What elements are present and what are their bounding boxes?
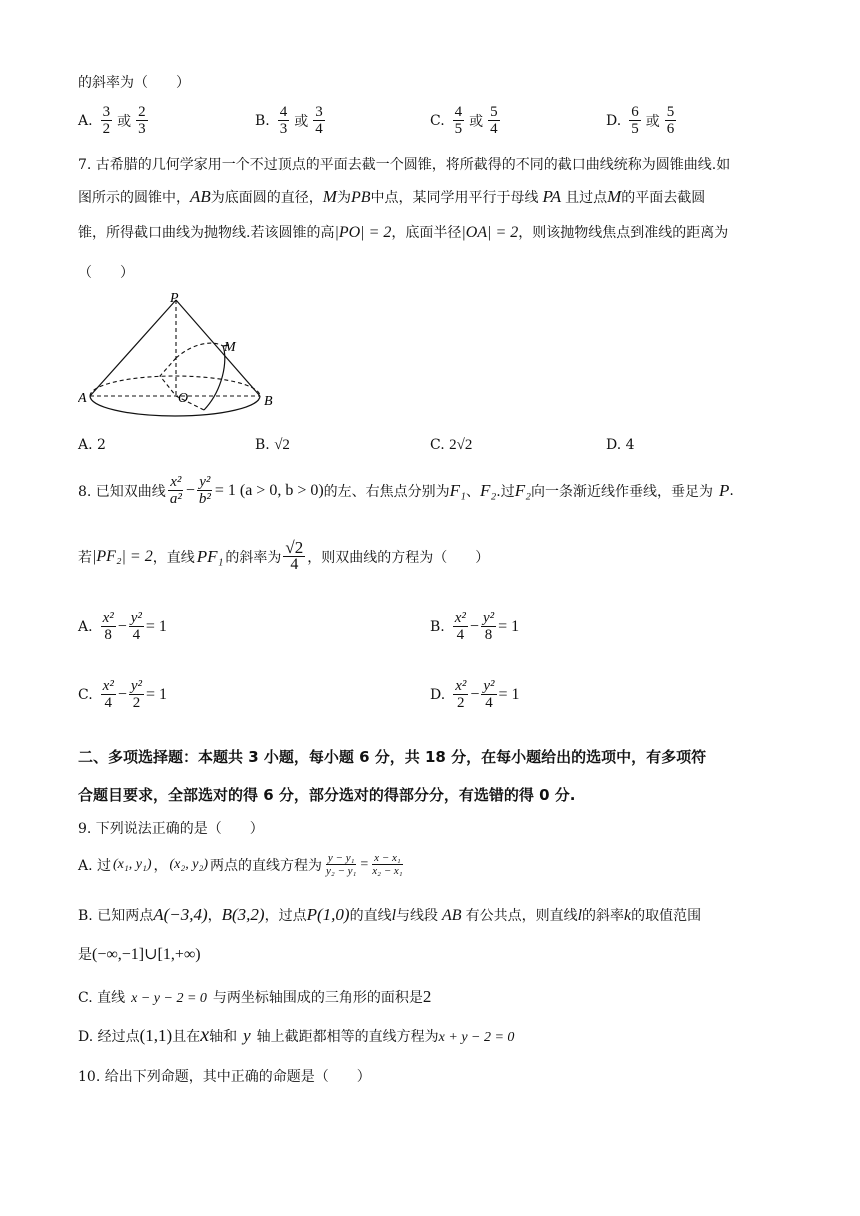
q8-opt-den: 2 <box>457 695 465 711</box>
q6-frac-num: 2 <box>138 104 146 120</box>
q9-stem: 9. 下列说法正确的是（ ） <box>78 821 264 837</box>
q9-text: 轴和 <box>209 1029 238 1045</box>
section2-line2: 合题目要求，全部选对的得 6 分，部分选对的得部分分，有选错的得 0 分. <box>78 786 576 804</box>
q6-option-label: B. <box>255 112 270 129</box>
q8-text: 8. 已知双曲线 <box>78 483 166 500</box>
q8-line2 <box>78 540 489 573</box>
q8-frac-num: y² <box>199 474 211 490</box>
q8-f2b: F₂ <box>514 480 532 500</box>
q9-point2: (x₂, y₂) <box>169 856 209 872</box>
q7-math-oa: |OA| = 2 <box>461 224 519 241</box>
q8-text: 向一条渐近线作垂线，垂足为 <box>531 483 714 500</box>
q8-opt-frac-x <box>453 610 468 643</box>
q7-math-ab: AB <box>190 187 211 206</box>
q8-frac-x <box>168 474 184 507</box>
q9-point-b: B(3,2) <box>221 905 265 924</box>
q8-option-label: B. <box>430 618 445 635</box>
q9-text: 的直线 <box>349 908 392 924</box>
q7-math-m: M <box>322 187 337 206</box>
q7-text: 且过点 <box>565 190 608 206</box>
q9-option-b <box>78 904 701 927</box>
q8-option-label: A. <box>78 618 93 635</box>
q6-frac-num: 5 <box>666 104 675 120</box>
q9-axis-x: x <box>200 1024 210 1046</box>
q6-or: 或 <box>645 113 660 130</box>
q9-text: 两点的直线方程为 <box>210 857 323 874</box>
q8-opt-num: y² <box>482 610 495 626</box>
q9-axis-y: y <box>243 1026 251 1045</box>
q6-option-a <box>78 104 150 137</box>
q10-stem: 10. 给出下列命题，其中正确的命题是（ ） <box>78 1069 371 1085</box>
q7-text: 图所示的圆锥中， <box>78 190 190 206</box>
cone-figure <box>78 288 278 420</box>
label-a: A <box>78 391 87 406</box>
q9-frac-y <box>324 852 358 877</box>
section2-line1: 二、多项选择题：本题共 3 小题，每小题 6 分，共 18 分，在每小题给出的选项中，有多项符 <box>78 748 707 766</box>
q7-math-pb: PB <box>350 189 371 206</box>
q6-frac-num: 5 <box>490 104 498 120</box>
q8-option-b: B. $\frac{\text{x²}}{4}$ − $\frac{\text{y²}}{8}$ = 1 <box>430 610 520 643</box>
q9-line-l: l <box>391 907 397 924</box>
q8-text: .过 <box>496 483 515 500</box>
q8-opt-eq: = 1 <box>498 685 520 703</box>
q6-frac-num: 4 <box>279 104 288 120</box>
q6-option-label: C. <box>430 112 445 129</box>
q6-option-b <box>255 104 327 137</box>
q8-frac-y <box>197 474 213 507</box>
q7-option-c-label: C. <box>430 437 445 453</box>
q8-option-label: D. <box>430 686 446 703</box>
q9-option-b-line2 <box>78 944 201 966</box>
q8-opt-frac-y <box>129 678 144 711</box>
q6-frac-den: 4 <box>315 121 323 137</box>
q8-opt-num: x² <box>455 678 467 694</box>
q9-line-eq2: x + y − 2 = 0 <box>438 1030 515 1045</box>
q9-text: 与两坐标轴围成的三角形的面积是 <box>212 990 423 1006</box>
q8-opt-den: 4 <box>456 627 465 643</box>
q8-text: ，则双曲线的方程为（ ） <box>307 549 490 566</box>
q7-option-b-label: B. <box>255 437 270 453</box>
q8-line1: 8. 已知双曲线 $\frac{\text{x²}}{\text{a²}}$ − $\frac{\text{y²}}{\text{b²}}$ = 1 (a > 0, b > 0) 的左、右焦点分别为 F₁ 、 F₂ .过 F₂ 向一条渐近线作垂线，垂足为 P . <box>78 474 734 507</box>
q8-slope-num: √2 <box>285 538 304 557</box>
q6-frac-num: 4 <box>454 104 463 120</box>
q8-opt-den: 8 <box>104 627 112 643</box>
q8-opt-num: y² <box>483 678 495 694</box>
q6-frac-den: 4 <box>490 121 498 137</box>
q8-opt-frac-x <box>101 610 116 643</box>
q6-frac-den: 5 <box>631 121 639 137</box>
q9-text: 轴上截距都相等的直线方程为 <box>256 1029 439 1045</box>
q9-frac-den: y₂ − y₁ <box>326 865 357 877</box>
q9-frac-x <box>370 852 404 877</box>
q8-eq-rest: = 1 (a > 0, b > 0) <box>214 481 324 499</box>
q6-frac-a <box>101 104 113 137</box>
q7-option-a: A. 2 <box>78 437 106 453</box>
q8-text: 的斜率为 <box>225 549 282 566</box>
q6-frac-a <box>453 104 465 137</box>
q7-text: 锥，所得截口曲线为抛物线.若该圆锥的高 <box>78 225 335 241</box>
q7-text: 为 <box>336 190 351 206</box>
q9-point: (1,1) <box>139 1026 173 1045</box>
q7-math-po: |PO| = 2 <box>334 224 392 241</box>
q6-frac-a <box>629 104 641 137</box>
q9-frac-num: y − y₁ <box>327 852 355 864</box>
q7-line1: 7. 古希腊的几何学家用一个不过顶点的平面去截一个圆锥，将所截得的不同的截口曲线统称为圆锥曲线.如 <box>78 157 731 173</box>
q9-point-a: A(−3,4) <box>153 905 208 924</box>
q8-opt-frac-x <box>453 678 468 711</box>
q9-frac-den: x₂ − x₁ <box>372 865 403 877</box>
q8-option-a: A. $\frac{\text{x²}}{8}$ − $\frac{\text{y²}}{4}$ = 1 <box>78 610 167 643</box>
q6-frac-den: 3 <box>138 121 146 137</box>
q9-option-d <box>78 1024 514 1049</box>
q8-option-c: C. $\frac{\text{x²}}{4}$ − $\frac{\text{y²}}{2}$ = 1 <box>78 678 168 711</box>
q7-text: 的平面去截圆 <box>621 190 706 206</box>
q8-pf2: |PF₂| = 2 <box>92 547 153 565</box>
q8-opt-eq: = 1 <box>498 617 520 635</box>
q7-line2 <box>78 186 705 209</box>
q7-line3 <box>78 222 728 244</box>
q8-slope-den: 4 <box>290 556 299 573</box>
q8-opt-frac-y <box>481 678 496 711</box>
q9-text: 是 <box>78 947 92 963</box>
q8-opt-frac-x <box>101 678 116 711</box>
q9-text: ， <box>153 857 168 874</box>
q9-text: 与线段 <box>396 908 439 924</box>
q9-point-p: P(1,0) <box>306 905 350 924</box>
q6-option-d <box>606 104 678 137</box>
q7-math-m2: M <box>607 187 622 206</box>
q8-opt-den: 4 <box>132 627 141 643</box>
q9-text: B. 已知两点 <box>78 908 154 924</box>
q9-text: A. 过 <box>78 857 112 874</box>
base-ellipse-back <box>90 376 260 396</box>
q8-opt-num: x² <box>102 610 114 626</box>
q8-frac-den: a² <box>169 491 182 507</box>
label-o: O <box>178 391 189 406</box>
q8-frac-num: x² <box>170 474 182 490</box>
q7-line4: （ ） <box>78 265 134 281</box>
label-m: M <box>224 340 236 355</box>
q6-frac-num: 3 <box>315 104 323 120</box>
q6-frac-den: 5 <box>454 121 463 137</box>
q9-text: ，过点 <box>264 908 307 924</box>
q6-frac-b <box>488 104 500 137</box>
q8-pf1: PF₁ <box>196 546 224 566</box>
q6-frac-den: 2 <box>102 121 111 137</box>
q8-opt-den: 8 <box>484 627 493 643</box>
q8-opt-eq: = 1 <box>145 617 167 635</box>
q9-frac-num: x − x₁ <box>374 852 401 864</box>
q6-frac-b <box>665 104 677 137</box>
q8-option-d: D. $\frac{\text{x²}}{2}$ − $\frac{\text{y²}}{4}$ = 1 <box>430 678 520 711</box>
q9-text: D. 经过点 <box>78 1029 140 1045</box>
section-dashed-left <box>160 358 176 396</box>
q7-text: 为底面圆的直径， <box>210 190 323 206</box>
q6-frac-den: 3 <box>279 121 288 137</box>
q7-option-b-value: √2 <box>274 437 290 453</box>
q8-opt-num: x² <box>454 610 466 626</box>
q7-option-d: D. 4 <box>606 437 635 453</box>
q6-or: 或 <box>117 113 132 130</box>
q8-f1: F₁ <box>449 480 466 500</box>
q7-option-c-value: 2√2 <box>449 437 473 453</box>
q8-opt-den: 4 <box>104 695 112 711</box>
q8-opt-num: y² <box>130 610 142 626</box>
q9-segment-ab: AB <box>442 907 462 924</box>
q7-text: ，底面半径 <box>391 225 462 241</box>
q9-line-l2: l <box>577 907 583 924</box>
q8-text: ，直线 <box>152 549 195 566</box>
q7-option-b <box>255 434 290 456</box>
q7-text: 中点，某同学用平行于母线 <box>370 190 539 206</box>
q9-line-eq: x − y − 2 = 0 <box>131 991 207 1006</box>
label-p: P <box>170 291 179 306</box>
q6-option-label: A. <box>78 112 93 129</box>
q8-opt-num: y² <box>130 678 143 694</box>
q9-slope-k: k <box>624 907 632 924</box>
q8-opt-frac-y <box>129 610 144 643</box>
q8-text: 的左、右焦点分别为 <box>323 483 450 500</box>
q8-opt-num: x² <box>102 678 114 694</box>
q9-option-c <box>78 986 431 1010</box>
q9-area-value: 2 <box>422 987 432 1006</box>
q8-text: . <box>729 482 734 499</box>
edge-pb <box>176 300 260 396</box>
q9-text: ， <box>207 908 222 924</box>
q8-f2: F₂ <box>479 480 497 500</box>
q7-text: ，则该抛物线焦点到准线的距离为 <box>518 225 729 241</box>
q8-opt-eq: = 1 <box>146 685 168 703</box>
q6-or: 或 <box>469 113 484 130</box>
q9-option-a <box>78 852 407 877</box>
q9-eq-sign: = <box>360 856 369 872</box>
base-ellipse-front <box>90 396 260 416</box>
q9-text: 且在 <box>172 1029 201 1045</box>
q9-point1: (x₁, y₁) <box>113 856 152 872</box>
q8-text: 、 <box>465 483 480 500</box>
q8-text: 若 <box>78 549 92 566</box>
q9-text: 的斜率 <box>582 908 625 924</box>
label-b: B <box>264 394 273 409</box>
q6-frac-num: 6 <box>631 104 639 120</box>
q9-text: 的取值范围 <box>631 908 702 924</box>
q9-text: 有公共点，则直线 <box>465 908 578 924</box>
q9-text: C. 直线 <box>78 990 126 1006</box>
q6-or: 或 <box>294 113 309 130</box>
edge-pa <box>90 300 176 396</box>
q7-math-pa: PA <box>542 187 562 206</box>
q8-opt-frac-y <box>481 610 496 643</box>
q8-frac-den: b² <box>198 491 211 507</box>
q6-option-label: D. <box>606 112 622 129</box>
q6-frac-num: 3 <box>102 104 111 120</box>
q8-p: P <box>719 480 730 500</box>
q9-range: (−∞,−1]∪[1,+∞) <box>92 946 201 963</box>
q8-option-label: C. <box>78 686 93 703</box>
q7-option-c <box>430 434 472 456</box>
q8-opt-den: 2 <box>132 695 141 711</box>
q6-frac-a <box>278 104 290 137</box>
q6-frac-den: 6 <box>666 121 675 137</box>
q6-frac-b <box>136 104 148 137</box>
q6-tail: 的斜率为（ ） <box>78 75 190 91</box>
q8-slope-frac <box>283 540 305 573</box>
q8-opt-den: 4 <box>485 695 493 711</box>
q6-frac-b <box>313 104 325 137</box>
q6-option-c <box>430 104 502 137</box>
